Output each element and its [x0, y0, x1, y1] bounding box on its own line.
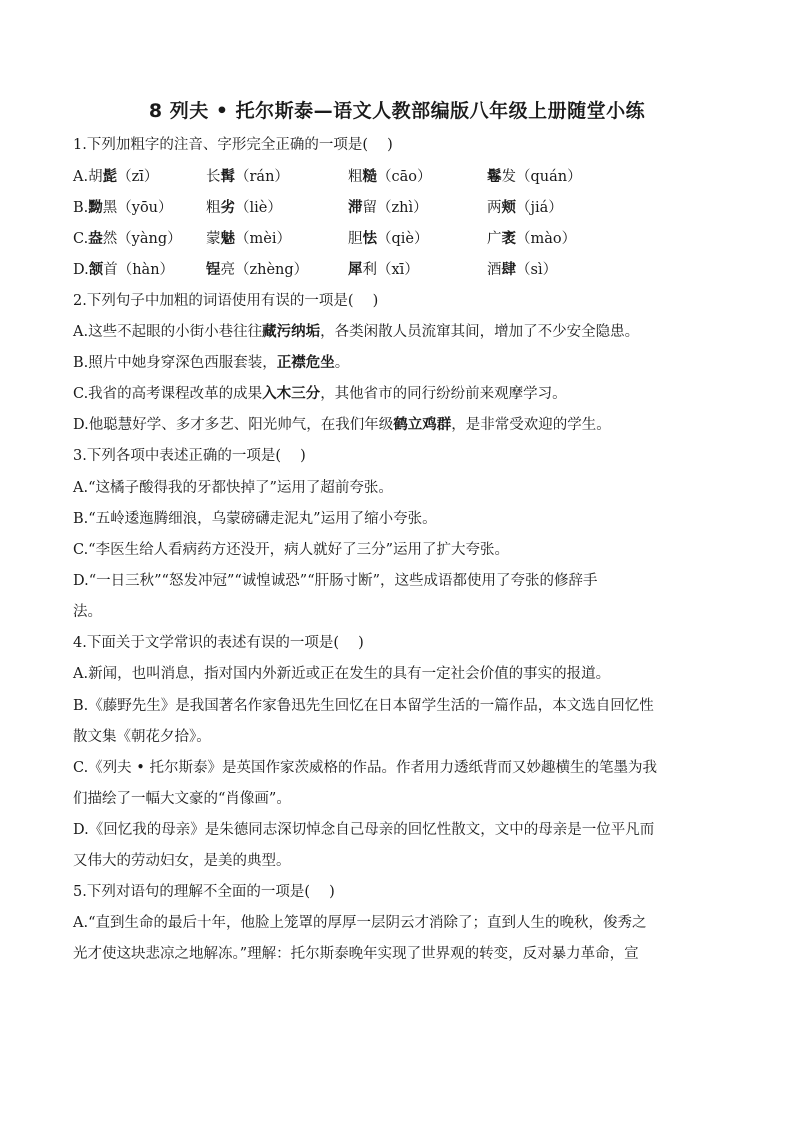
question-4-option-b: B.《藤野先生》是我国著名作家鲁迅先生回忆在日本留学生活的一篇作品，本文选自回忆性 — [73, 698, 654, 714]
question-4-option-a: A.新闻，也叫消息，指对国内外新近或正在发生的具有一定社会价值的事实的报道。 — [73, 666, 611, 682]
option-cell: A.胡髭（zī） — [73, 168, 159, 185]
option-cell: 粗劣（liè） — [206, 199, 282, 216]
option-cell: B.黝黑（yōu） — [73, 199, 173, 216]
question-1-row-a — [73, 167, 753, 187]
question-1-row-c — [73, 229, 753, 249]
question-4-option-c-cont: 们描绘了一幅大文豪的“肖像画”。 — [73, 791, 291, 807]
option-cell: 滞留（zhì） — [348, 199, 428, 216]
question-2-option-d: D.他聪慧好学、多才多艺、阳光帅气，在我们年级鹤立鸡群，是非常受欢迎的学生。 — [73, 416, 611, 433]
question-2-option-b: B.照片中她身穿深色西服套装，正襟危坐。 — [73, 354, 350, 371]
question-3-option-a: A.“这橘子酸得我的牙都快掉了”运用了超前夸张。 — [73, 480, 393, 496]
question-2-option-c: C.我省的高考课程改革的成果入木三分，其他省市的同行纷纷前来观摩学习。 — [73, 385, 567, 402]
question-3-option-d: D.“一日三秋”“怒发冲冠”“诚惶诚恐”“肝肠寸断”，这些成语都使用了夸张的修辞手 — [73, 573, 598, 589]
question-4-option-d: D.《回忆我的母亲》是朱德同志深切悼念自己母亲的回忆性散文，文中的母亲是一位平凡而 — [73, 822, 655, 838]
question-4-stem: 4.下面关于文学常识的表述有误的一项是( ) — [73, 635, 364, 651]
option-cell: 蒙魅（mèi） — [206, 230, 291, 247]
question-5-option-a: A.“直到生命的最后十年，他脸上笼罩的厚厚一层阴云才消除了；直到人生的晚秋，俊秀之 — [73, 915, 647, 931]
option-cell: D.颔首（hàn） — [73, 261, 175, 278]
option-cell: 鬈发（quán） — [487, 168, 582, 185]
option-cell: 长髯（rán） — [206, 168, 289, 185]
question-3-option-b: B.“五岭逶迤腾细浪，乌蒙磅礴走泥丸”运用了缩小夸张。 — [73, 511, 437, 527]
question-2-stem: 2.下列句子中加粗的词语使用有误的一项是( ) — [73, 293, 379, 309]
option-cell: 广袤（mào） — [487, 230, 577, 247]
question-4-option-d-cont: 又伟大的劳动妇女，是美的典型。 — [73, 853, 291, 869]
option-cell: 两颊（jiá） — [487, 199, 563, 216]
question-2-option-a: A.这些不起眼的小街小巷往往藏污纳垢，各类闲散人员流窜其间，增加了不少安全隐患。 — [73, 323, 640, 340]
option-cell: 酒肆（sì） — [487, 261, 558, 278]
option-cell: 犀利（xī） — [348, 261, 419, 278]
question-5-option-a-cont: 光才使这块悲凉之地解冻。”理解：托尔斯泰晚年实现了世界观的转变，反对暴力革命，宣 — [73, 946, 639, 962]
question-3-option-d-cont: 法。 — [73, 604, 102, 620]
question-1-row-d — [73, 260, 753, 280]
question-4-option-b-cont: 散文集《朝花夕拾》。 — [73, 729, 211, 745]
option-cell: 粗糙（cāo） — [348, 168, 432, 185]
question-3-stem: 3.下列各项中表述正确的一项是( ) — [73, 448, 306, 464]
question-5-stem: 5.下列对语句的理解不全面的一项是( ) — [73, 884, 335, 900]
question-4-option-c: C.《列夫 • 托尔斯泰》是英国作家茨威格的作品。作者用力透纸背而又妙趣横生的笔墨为我 — [73, 760, 657, 776]
option-cell: 胆怯（qiè） — [348, 230, 429, 247]
option-cell: C.盎然（yàng） — [73, 230, 182, 247]
page-title: 8 列夫 • 托尔斯泰—语文人教部编版八年级上册随堂小练 — [148, 100, 646, 122]
question-1-stem: 1.下列加粗字的注音、字形完全正确的一项是( ) — [73, 137, 393, 153]
option-cell: 锃亮（zhèng） — [206, 261, 309, 278]
question-3-option-c: C.“李医生给人看病药方还没开，病人就好了三分”运用了扩大夸张。 — [73, 542, 510, 558]
question-1-row-b — [73, 198, 753, 218]
